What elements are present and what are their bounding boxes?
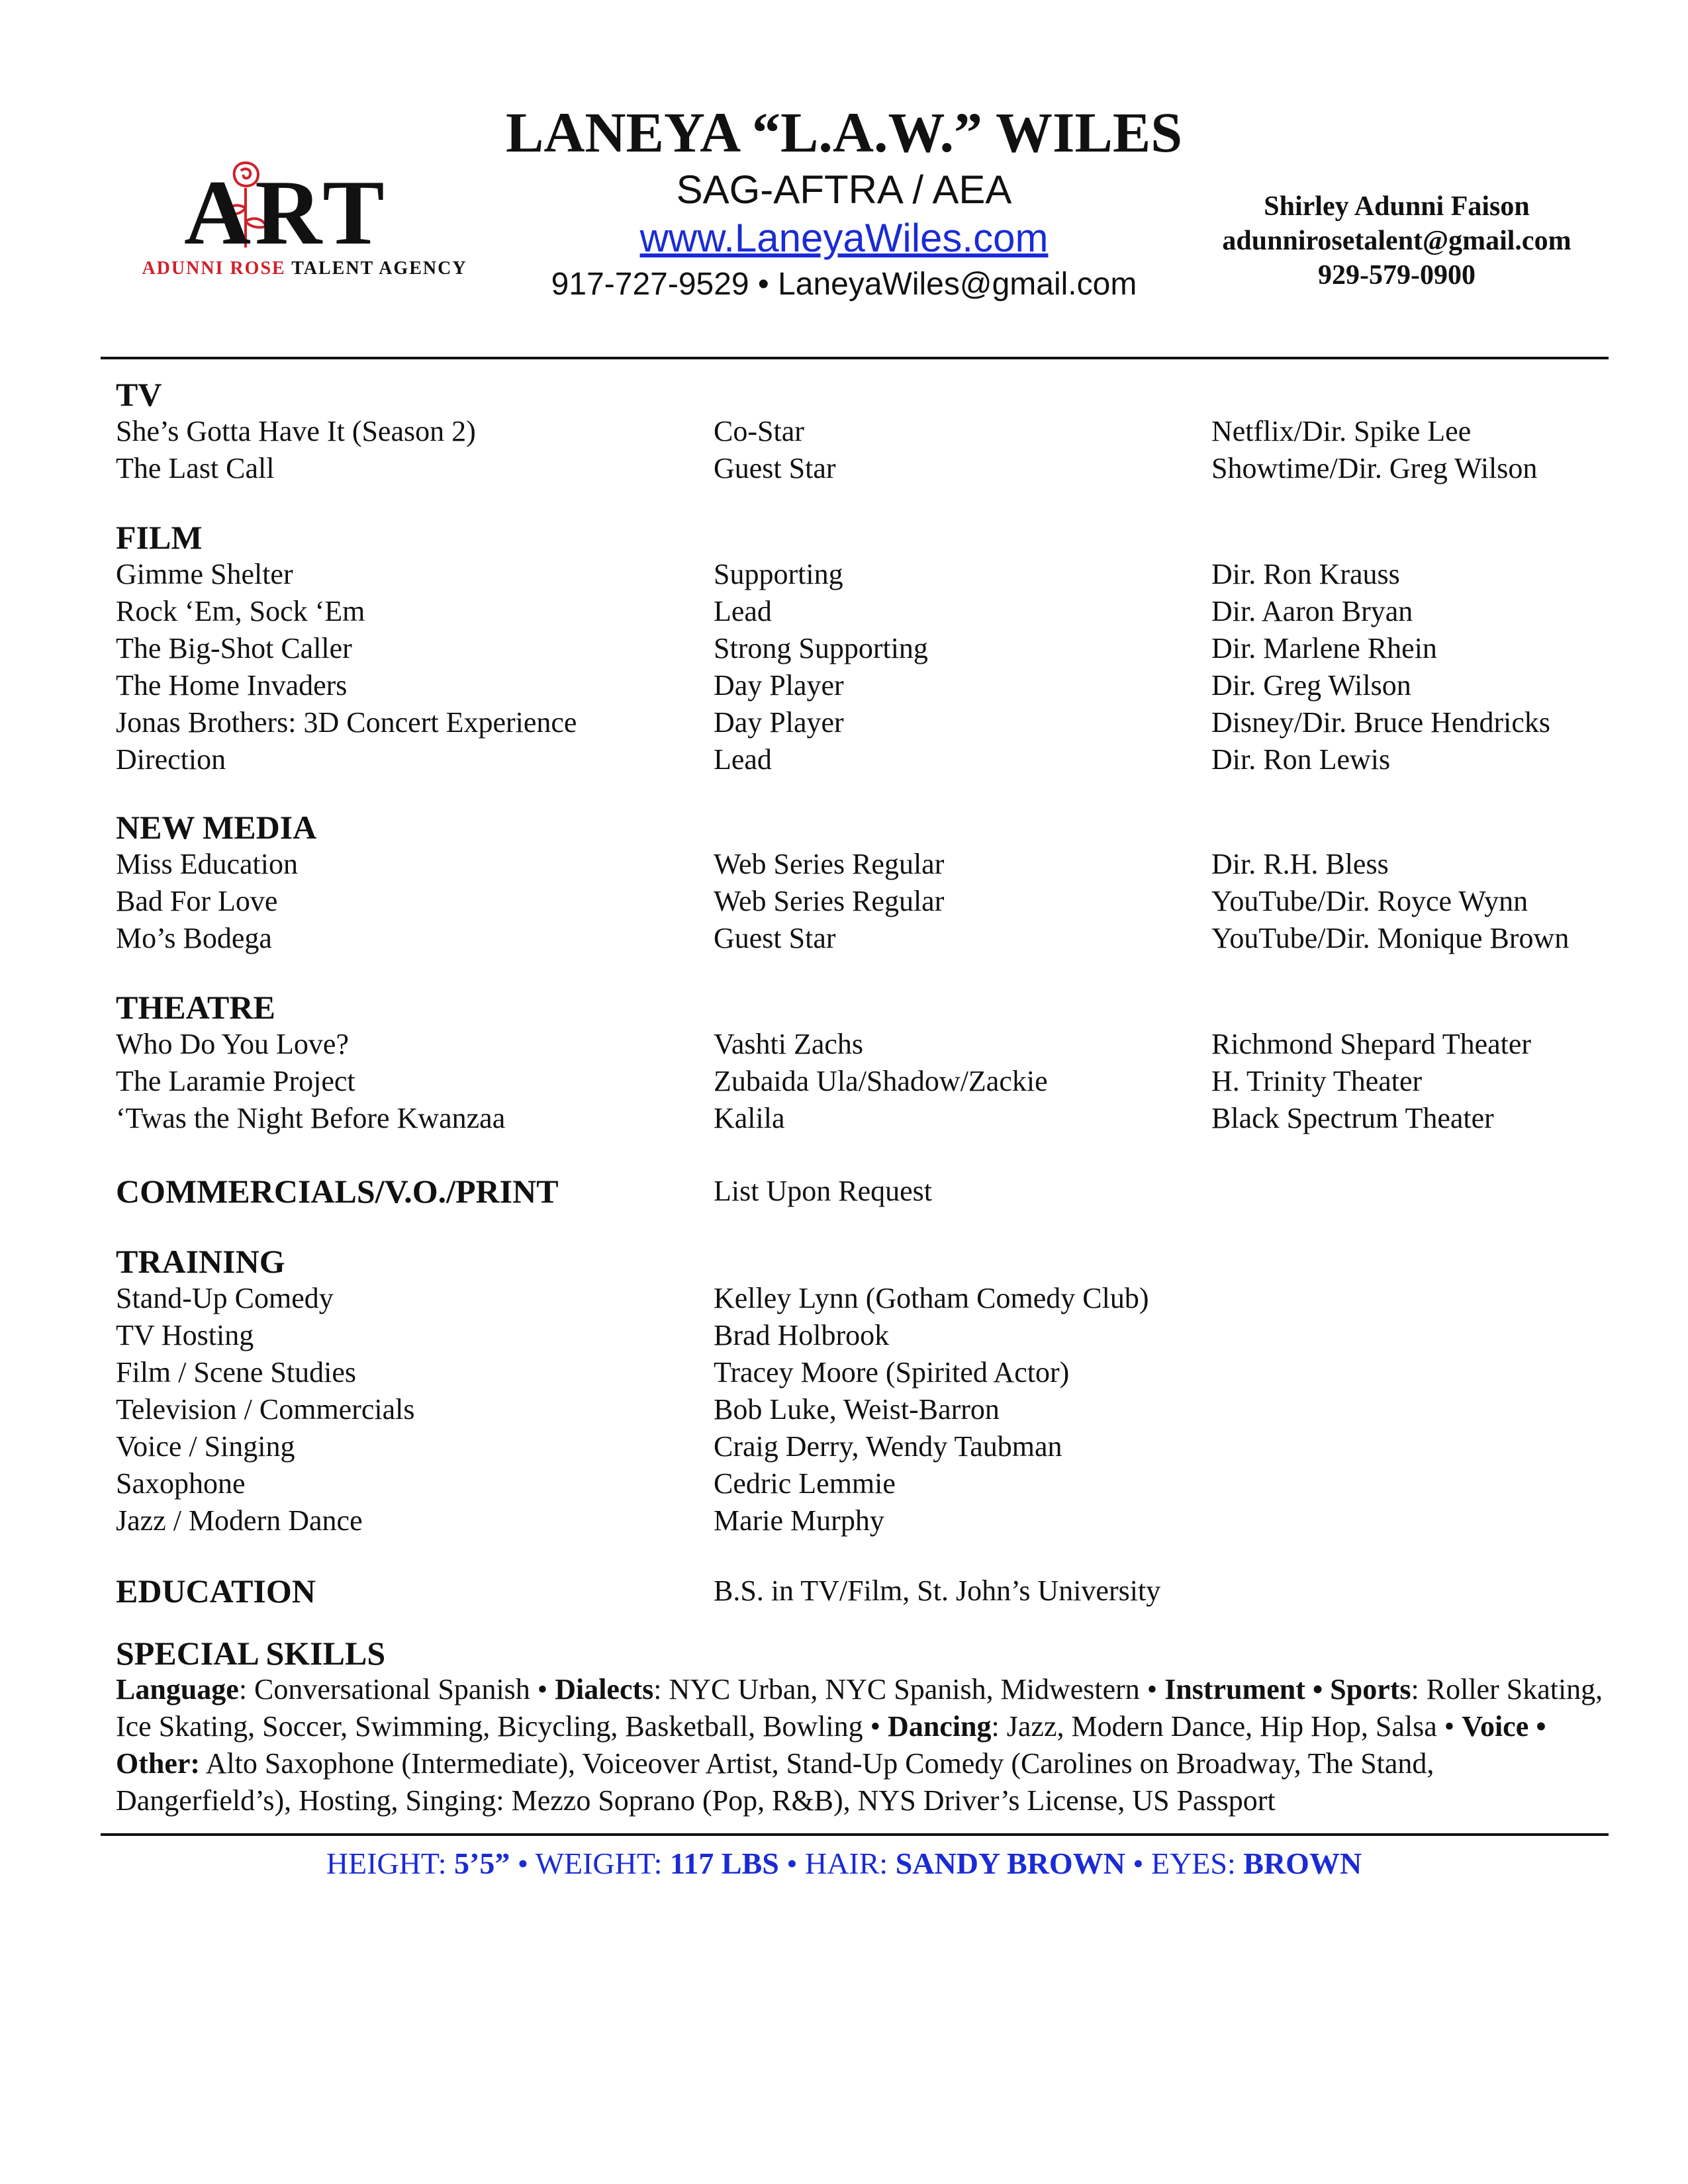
training-row [0, 1280, 1688, 1317]
training-row [0, 1391, 1688, 1428]
credit-role: Guest Star [714, 922, 836, 954]
training-teacher: Tracey Moore (Spirited Actor) [714, 1356, 1070, 1388]
credit-role: Lead [714, 595, 772, 627]
logo-subtitle-black: TALENT AGENCY [291, 258, 467, 279]
eyes-label: • EYES: [1125, 1846, 1244, 1880]
training-subject: Voice / Singing [116, 1430, 295, 1463]
special-skills-text [116, 1671, 1612, 1819]
credit-title: The Laramie Project [116, 1065, 355, 1097]
credit-venue: YouTube/Dir. Royce Wynn [1211, 885, 1528, 917]
credit-row [0, 413, 1688, 450]
credit-row [0, 1063, 1688, 1100]
eyes-value: BROWN [1243, 1846, 1362, 1880]
training-subject: Television / Commercials [116, 1393, 415, 1426]
training-teacher: Craig Derry, Wendy Taubman [714, 1430, 1062, 1463]
training-subject: Saxophone [116, 1467, 246, 1500]
agent-email: adunnirosetalent@gmail.com [1222, 226, 1571, 256]
education-row [0, 1572, 1688, 1610]
section-title-training: TRAINING [116, 1243, 285, 1280]
training-subject: Jazz / Modern Dance [116, 1504, 363, 1537]
training-subject: Film / Scene Studies [116, 1356, 356, 1388]
skill-text: Alto Saxophone (Intermediate), Voiceover Artist, Stand-Up Comedy (Carolines on Broadway, The Stand, Dangerfield’s), Hosting, Singing: Mezzo Soprano (Pop, R&B), NYS Driver’s License, US Passport [116, 1747, 1434, 1817]
credit-venue: Dir. Ron Lewis [1211, 743, 1391, 776]
skill-label: Voice • Other: [116, 1710, 1546, 1780]
credit-title: Jonas Brothers: 3D Concert Experience [116, 706, 577, 739]
training-subject: TV Hosting [116, 1319, 254, 1351]
section-title-film: FILM [116, 519, 203, 556]
physical-stats [0, 1845, 1688, 1882]
credit-venue: Black Spectrum Theater [1211, 1102, 1494, 1134]
section-title-new-media: NEW MEDIA [116, 809, 317, 846]
credit-title: The Home Invaders [116, 669, 348, 702]
education-value: B.S. in TV/Film, St. John’s University [714, 1574, 1161, 1607]
credit-venue: Richmond Shepard Theater [1211, 1028, 1532, 1060]
credit-venue: Dir. Greg Wilson [1211, 669, 1411, 702]
section-title-special-skills: SPECIAL SKILLS [116, 1635, 386, 1672]
actor-name: LANEYA “L.A.W.” WILES [505, 101, 1183, 164]
credit-title: The Last Call [116, 452, 275, 484]
credit-venue: Disney/Dir. Bruce Hendricks [1211, 706, 1550, 739]
union-affiliation: SAG-AFTRA / AEA [676, 167, 1012, 212]
weight-value: 117 LBS [669, 1846, 779, 1880]
credit-title: Bad For Love [116, 885, 278, 917]
credit-venue: Dir. Ron Krauss [1211, 558, 1400, 590]
credit-row [0, 741, 1688, 778]
credit-title: She’s Gotta Have It (Season 2) [116, 415, 476, 447]
height-value: 5’5” [454, 1846, 510, 1880]
training-teacher: Bob Luke, Weist-Barron [714, 1393, 1000, 1426]
logo-subtitle-red: ADUNNI ROSE [142, 258, 286, 279]
training-subject: Stand-Up Comedy [116, 1282, 334, 1314]
credit-title: Miss Education [116, 848, 298, 880]
credit-row [0, 883, 1688, 920]
credit-venue: Dir. R.H. Bless [1211, 848, 1389, 880]
agent-name: Shirley Adunni Faison [1264, 191, 1530, 222]
skill-text: : Roller Skating, Ice Skating, Soccer, Swimming, Bicycling, Basketball, Bowling • [116, 1673, 1603, 1743]
height-label: HEIGHT: [326, 1846, 454, 1880]
training-teacher: Kelley Lynn (Gotham Comedy Club) [714, 1282, 1149, 1314]
skill-label: Dancing [888, 1710, 992, 1743]
credit-title: ‘Twas the Night Before Kwanzaa [116, 1102, 506, 1134]
agent-phone: 929-579-0900 [1318, 260, 1476, 291]
credit-role: Zubaida Ula/Shadow/Zackie [714, 1065, 1048, 1097]
training-teacher: Marie Murphy [714, 1504, 884, 1537]
credit-venue: Netflix/Dir. Spike Lee [1211, 415, 1472, 447]
website-link[interactable]: www.LaneyaWiles.com [639, 216, 1049, 260]
credit-role: Co-Star [714, 415, 804, 447]
section-title-education: EDUCATION [116, 1572, 316, 1610]
commercials-row [0, 1173, 1688, 1210]
credit-role: Kalila [714, 1102, 785, 1134]
section-title-commercials: COMMERCIALS/V.O./PRINT [116, 1173, 559, 1210]
credit-role: Day Player [714, 706, 844, 739]
training-row [0, 1317, 1688, 1354]
header-divider [101, 357, 1609, 359]
hair-label: • HAIR: [778, 1846, 896, 1880]
credit-venue: Showtime/Dir. Greg Wilson [1211, 452, 1538, 484]
skill-label: Dialects [555, 1673, 654, 1706]
footer-divider [101, 1833, 1609, 1836]
contact-info: 917-727-9529 • LaneyaWiles@gmail.com [551, 267, 1137, 302]
skill-text: : Conversational Spanish • [238, 1673, 555, 1706]
skill-text: : Jazz, Modern Dance, Hip Hop, Salsa • [991, 1710, 1462, 1743]
credit-title: The Big-Shot Caller [116, 632, 352, 664]
credit-row [0, 556, 1688, 593]
credit-title: Gimme Shelter [116, 558, 293, 590]
agent-contact [1185, 189, 1609, 293]
section-title-tv: TV [116, 376, 162, 413]
credit-row [0, 846, 1688, 883]
credit-venue: H. Trinity Theater [1211, 1065, 1423, 1097]
credit-row [0, 1026, 1688, 1063]
training-row [0, 1465, 1688, 1502]
credit-row [0, 667, 1688, 704]
credit-title: Rock ‘Em, Sock ‘Em [116, 595, 365, 627]
credit-row [0, 920, 1688, 957]
training-row [0, 1502, 1688, 1539]
skill-text: : NYC Urban, NYC Spanish, Midwestern • [653, 1673, 1165, 1706]
training-row [0, 1354, 1688, 1391]
training-row [0, 1428, 1688, 1465]
credit-role: Web Series Regular [714, 848, 945, 880]
skill-label: Language [116, 1673, 239, 1706]
credit-role: Vashti Zachs [714, 1028, 864, 1060]
hair-value: SANDY BROWN [895, 1846, 1125, 1880]
credit-role: Day Player [714, 669, 844, 702]
credit-row [0, 450, 1688, 487]
credit-venue: Dir. Marlene Rhein [1211, 632, 1437, 664]
training-teacher: Brad Holbrook [714, 1319, 890, 1351]
credit-title: Mo’s Bodega [116, 922, 272, 954]
credit-title: Direction [116, 743, 226, 776]
credit-row [0, 593, 1688, 630]
credit-role: Strong Supporting [714, 632, 928, 664]
logo-wordmark: ART [184, 161, 389, 264]
credit-venue: YouTube/Dir. Monique Brown [1211, 922, 1570, 954]
weight-label: • WEIGHT: [510, 1846, 670, 1880]
credit-title: Who Do You Love? [116, 1028, 349, 1060]
logo-subtitle [132, 258, 477, 279]
credit-venue: Dir. Aaron Bryan [1211, 595, 1413, 627]
training-teacher: Cedric Lemmie [714, 1467, 896, 1500]
credit-role: Supporting [714, 558, 843, 590]
credit-row [0, 1100, 1688, 1137]
section-title-theatre: THEATRE [116, 989, 275, 1026]
credit-role: Web Series Regular [714, 885, 945, 917]
skill-label: Instrument • Sports [1164, 1673, 1411, 1706]
credit-role: Guest Star [714, 452, 836, 484]
credit-row [0, 630, 1688, 667]
credit-row [0, 704, 1688, 741]
commercials-value: List Upon Request [714, 1175, 932, 1207]
credit-role: Lead [714, 743, 772, 776]
